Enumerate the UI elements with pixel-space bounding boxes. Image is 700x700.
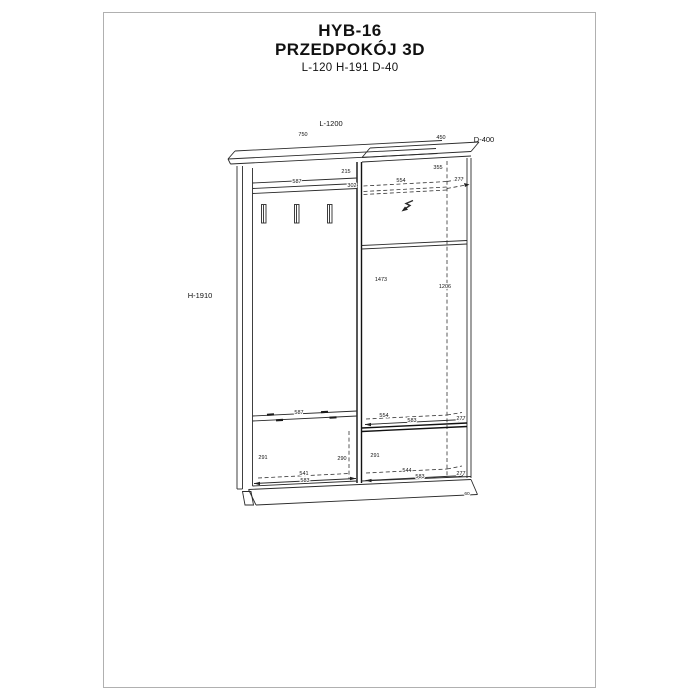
right-drawer-hidden-lines <box>366 466 462 473</box>
coat-hook-icon <box>328 205 333 224</box>
left-foot <box>243 492 254 506</box>
dim-top-shelf-width: 587 <box>292 179 302 185</box>
left-top-panel <box>228 141 442 165</box>
dim-bench-width: 587 <box>294 410 304 416</box>
dim-top-left-width: 750 <box>298 132 308 138</box>
dim-door-height: 1473 <box>374 277 388 283</box>
dim-plinth-height: 60 <box>464 492 470 497</box>
dim-right-drawer-height: 291 <box>370 453 380 459</box>
dim-left-drawer-inner-height: 290 <box>337 456 347 462</box>
left-top-shelf <box>253 178 358 194</box>
dim-left-drawer-height: 291 <box>258 455 268 461</box>
dim-rail-depth: 355 <box>433 165 443 171</box>
coat-hook-icon <box>262 205 267 224</box>
product-name: PRZEDPOKÓJ 3D <box>274 40 426 59</box>
divider-panel <box>357 162 362 483</box>
dim-right-drawer-inner-width: 544 <box>402 468 412 474</box>
dim-left-drawer-width: 583 <box>300 478 310 484</box>
overall-height-label: H-1910 <box>187 291 213 300</box>
dim-rail-width: 554 <box>396 178 406 184</box>
right-mid-shelf <box>362 241 468 250</box>
dim-top-right-width: 450 <box>436 135 446 141</box>
plinth <box>249 480 478 506</box>
product-code: HYB-16 <box>318 21 382 40</box>
hanger-arrow-icon <box>402 201 414 212</box>
dim-top-shelf-gap: 215 <box>341 169 351 175</box>
dim-top-shelf-depth: 302 <box>347 183 357 189</box>
dim-door-inner-height: 1206 <box>438 284 452 290</box>
left-side-panel <box>237 166 243 489</box>
dim-right-drawer-offset: 277 <box>456 471 466 477</box>
product-size: L-120 H-191 D-40 <box>301 62 399 74</box>
dim-left-drawer-inner-width: 541 <box>299 471 309 477</box>
overall-width-label: L-1200 <box>319 119 343 128</box>
overall-depth-label: D-400 <box>473 135 495 144</box>
coat-hook-icon <box>295 205 300 224</box>
dim-right-shelf-width: 583 <box>407 418 417 424</box>
dim-right-shelf-inner-width: 554 <box>379 413 389 419</box>
dim-right-shelf-offset: 277 <box>456 416 466 422</box>
dim-rail-offset: 277 <box>454 177 464 183</box>
dim-right-drawer-width: 583 <box>415 474 425 480</box>
bench-shelf <box>253 411 358 421</box>
right-side-edge <box>467 158 471 478</box>
right-cabinet-top <box>362 142 479 162</box>
